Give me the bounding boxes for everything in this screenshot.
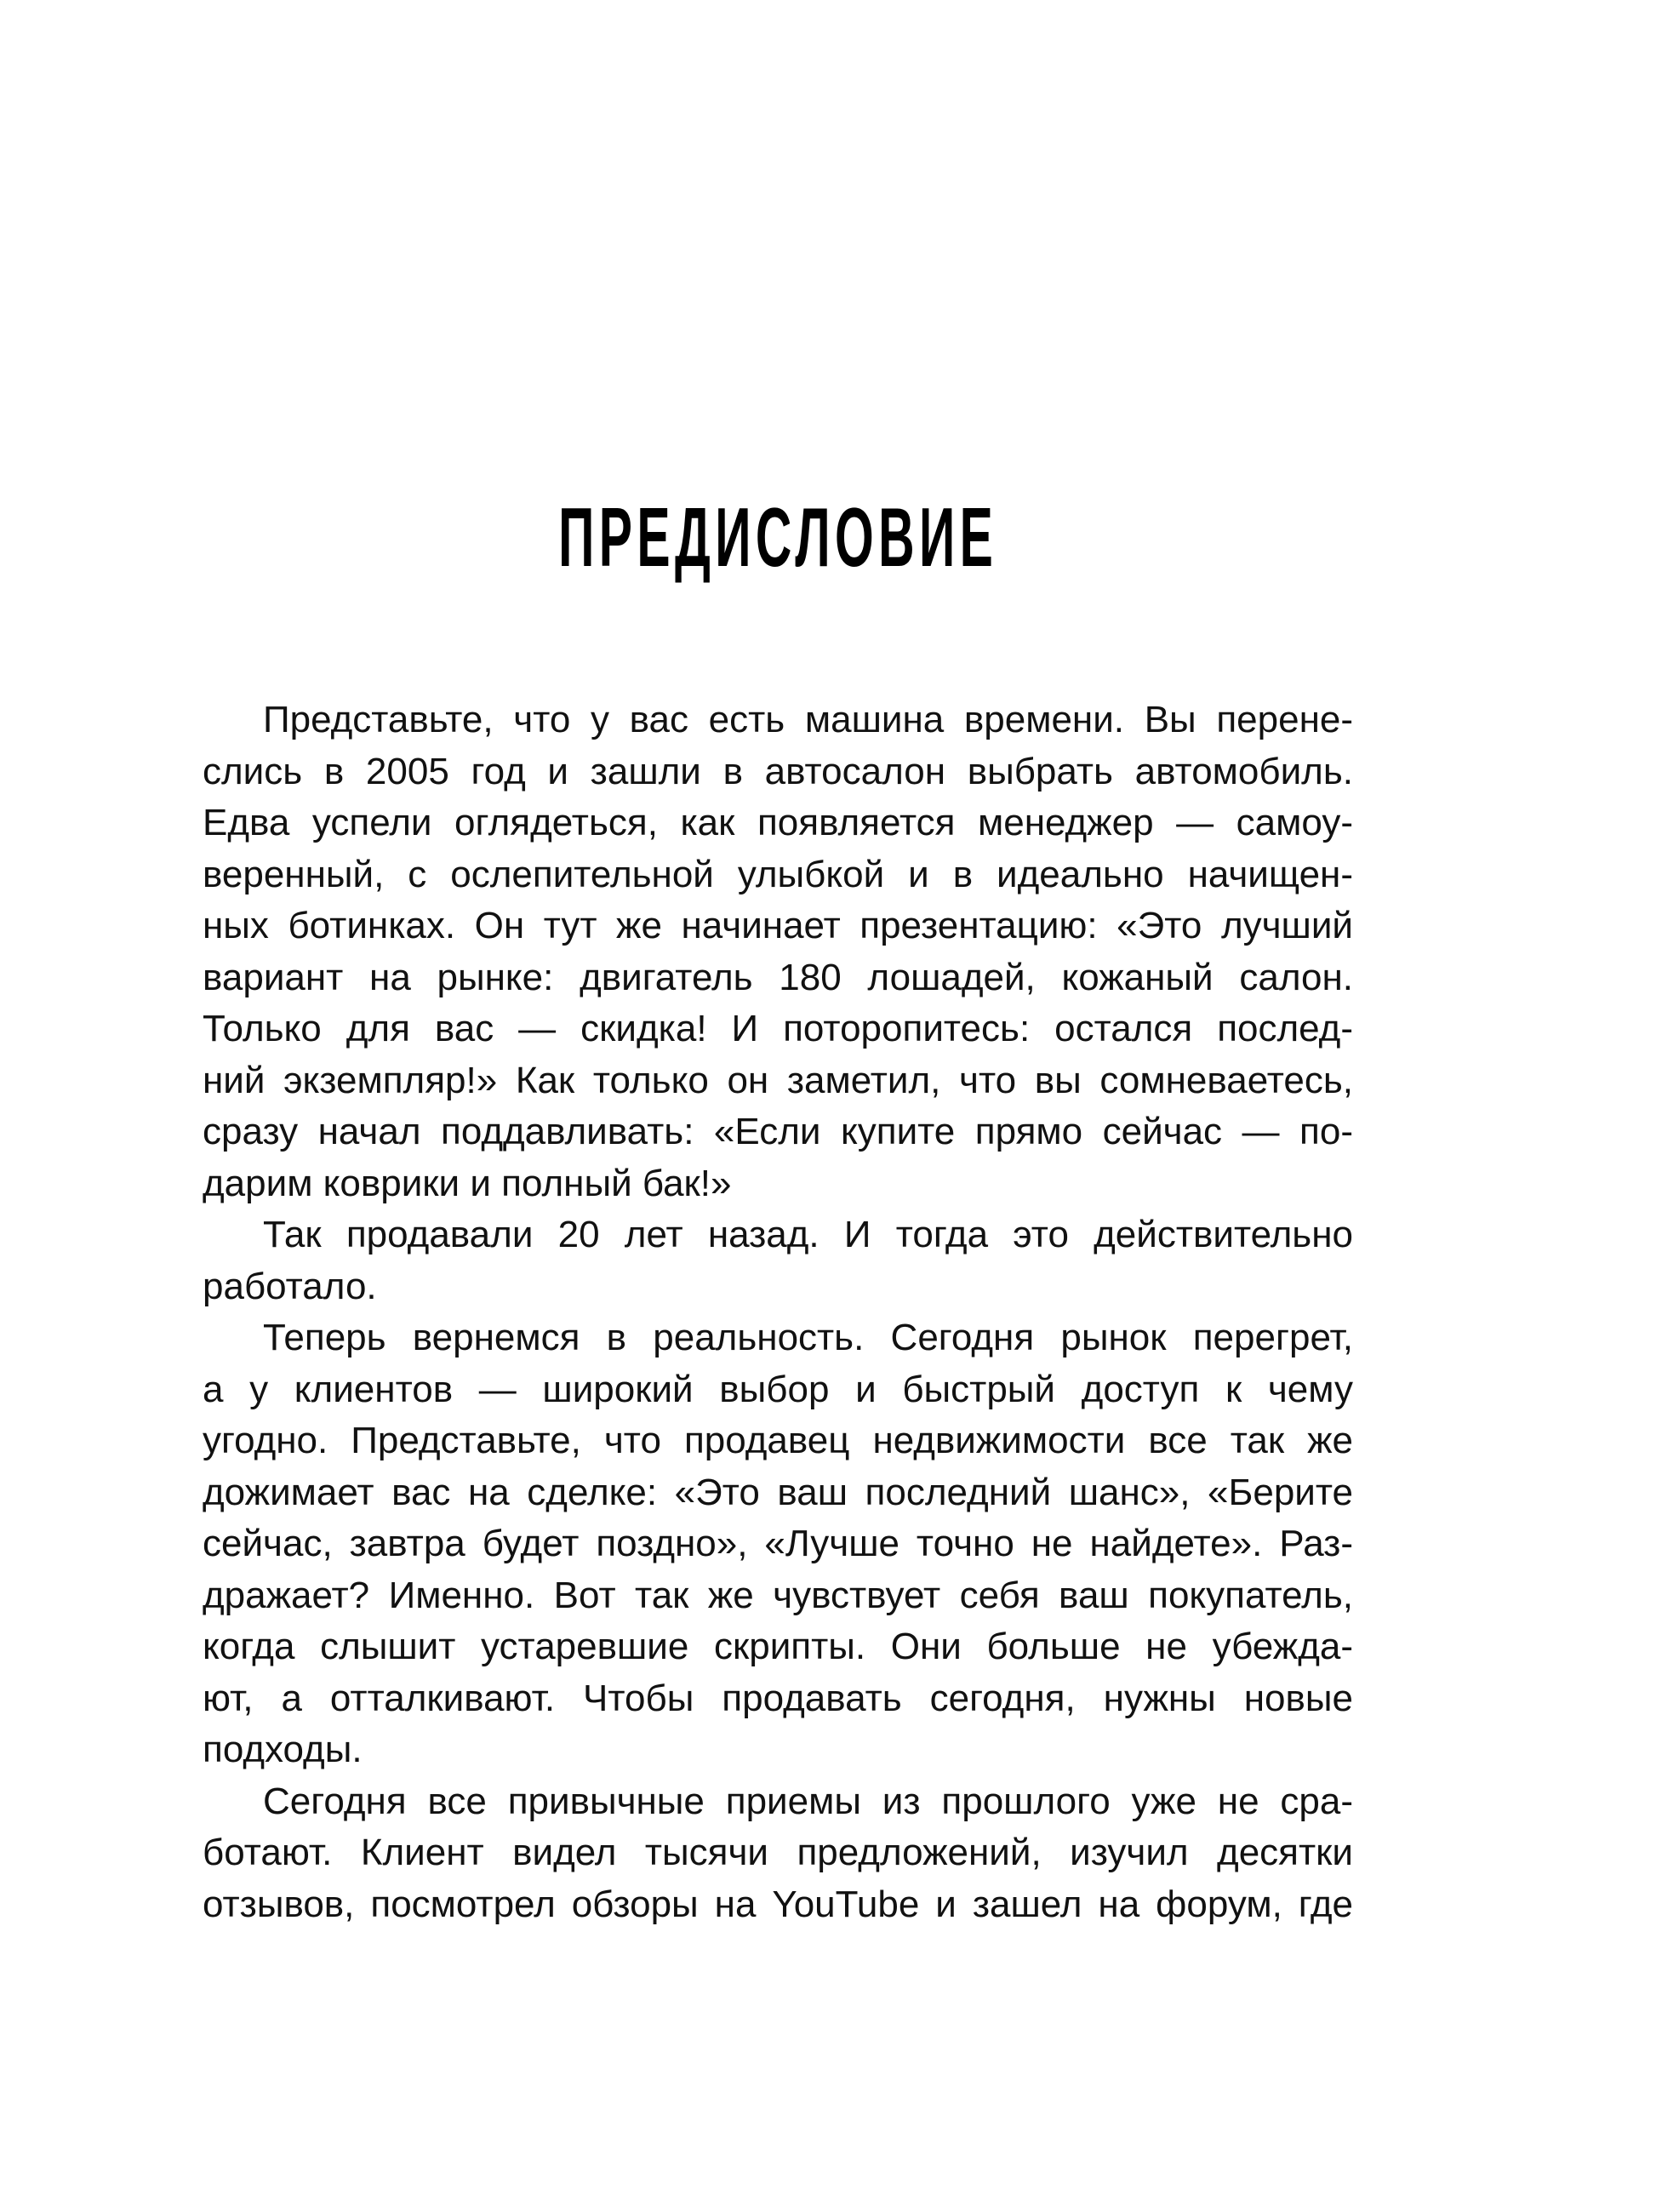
- text-line: сейчас, завтра будет поздно», «Лучше точно не найдете». Раз-: [203, 1523, 1353, 1564]
- text-line: ботают. Клиент видел тысячи предложений, изучил десятки: [203, 1832, 1353, 1873]
- text-line: Едва успели оглядеться, как появляется менеджер — самоу-: [203, 802, 1353, 843]
- text-line: дарим коврики и полный бак!»: [203, 1162, 732, 1204]
- text-line: дражает? Именно. Вот так же чувствует себя ваш покупатель,: [203, 1574, 1353, 1616]
- text-line: сразу начал поддавливать: «Если купите прямо сейчас — по-: [203, 1111, 1353, 1152]
- text-line: дожимает вас на сделке: «Это ваш последний шанс», «Берите: [203, 1471, 1353, 1513]
- text-line: подходы.: [203, 1729, 363, 1770]
- paragraph-3: [203, 1312, 1353, 1776]
- text-line: вариант на рынке: двигатель 180 лошадей, кожаный салон.: [203, 956, 1353, 998]
- text-line: ний экземпляр!» Как только он заметил, что вы сомневаетесь,: [203, 1059, 1353, 1101]
- text-line: когда слышит устаревшие скрипты. Они больше не убежда-: [203, 1626, 1353, 1667]
- text-line: слись в 2005 год и зашли в автосалон выбрать автомобиль.: [203, 750, 1353, 792]
- text-line: а у клиентов — широкий выбор и быстрый доступ к чему: [203, 1368, 1353, 1410]
- text-line: отзывов, посмотрел обзоры на YouTube и зашел на форум, где: [203, 1883, 1353, 1925]
- chapter-title: ПРЕДИСЛОВИЕ: [557, 490, 998, 584]
- body-text: [203, 694, 1353, 1930]
- paragraph-2: [203, 1209, 1353, 1312]
- text-line: Теперь вернемся в реальность. Сегодня рынок перегрет,: [263, 1317, 1353, 1358]
- text-line: угодно. Представьте, что продавец недвижимости все так же: [203, 1420, 1353, 1461]
- paragraph-1: [203, 694, 1353, 1209]
- text-line: работало.: [203, 1265, 377, 1307]
- text-line: ных ботинках. Он тут же начинает презентацию: «Это лучший: [203, 905, 1353, 946]
- text-line: Сегодня все привычные приемы из прошлого уже не сра-: [263, 1780, 1353, 1822]
- text-line: ют, а отталкивают. Чтобы продавать сегодня, нужны новые: [203, 1677, 1353, 1719]
- text-line: Только для вас — скидка! И поторопитесь: остался послед-: [203, 1008, 1353, 1049]
- paragraph-4: [203, 1776, 1353, 1931]
- chapter-title-container: [203, 490, 1353, 584]
- text-line: Представьте, что у вас есть машина времени. Вы перене-: [263, 699, 1353, 740]
- text-line: Так продавали 20 лет назад. И тогда это действительно: [263, 1214, 1353, 1255]
- text-line: веренный, с ослепительной улыбкой и в идеально начищен-: [203, 853, 1353, 895]
